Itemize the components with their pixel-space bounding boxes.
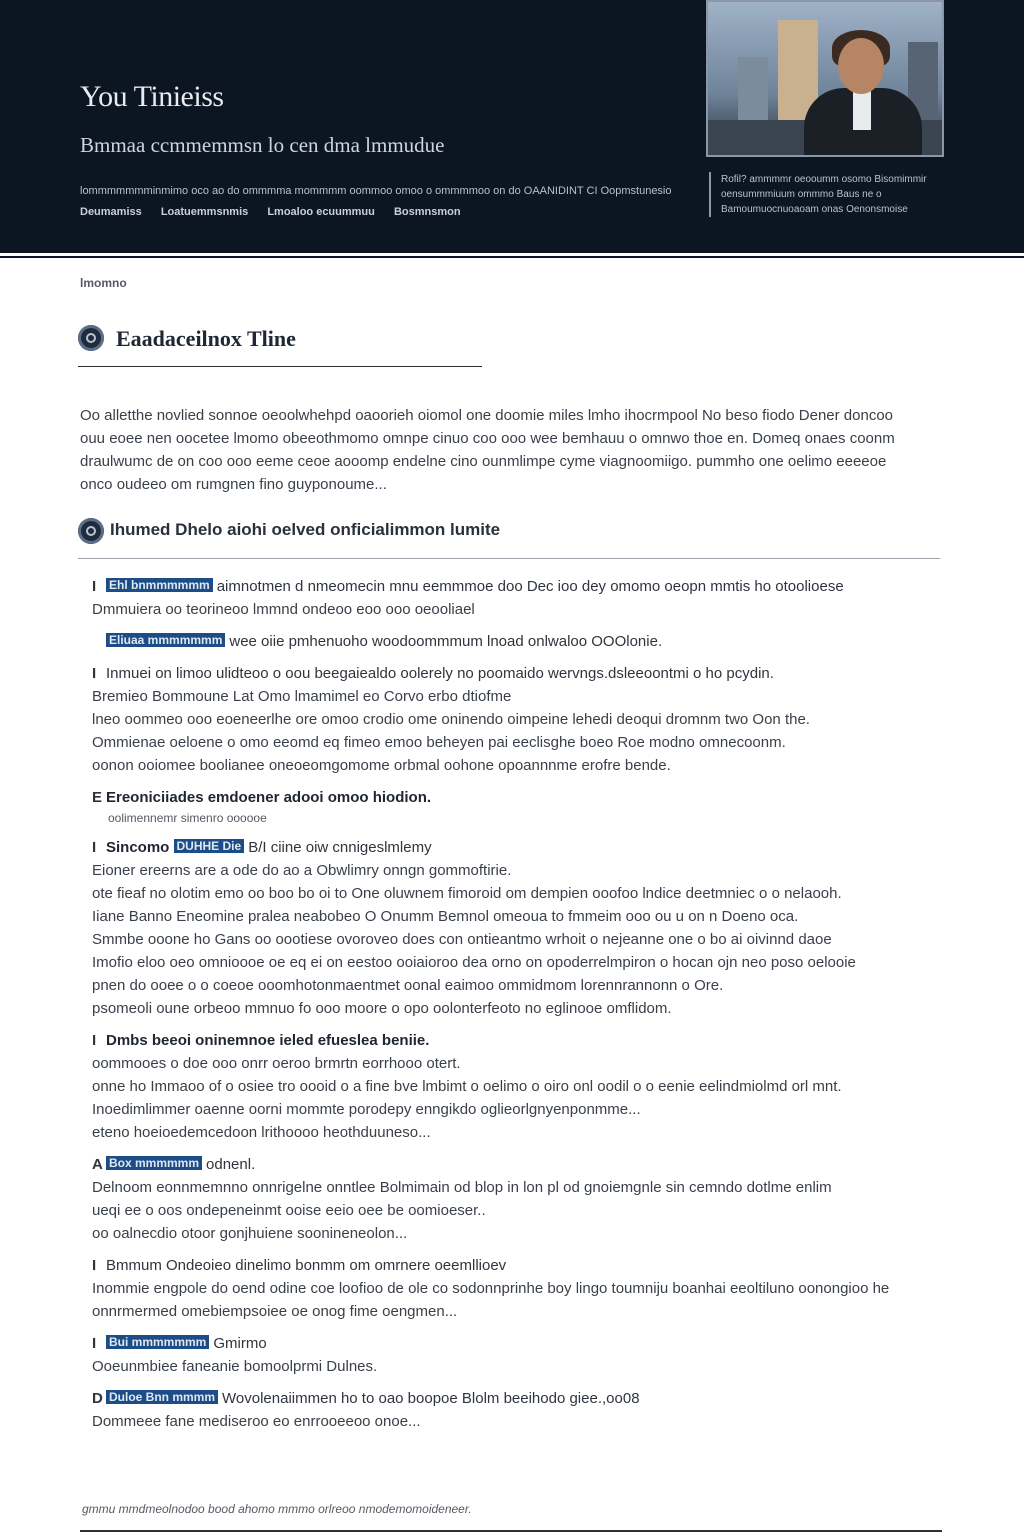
entry-body-line: lneo oommeo ooo eoeneerlhe ore omoo crodio ome oninendo oimpeine lehedi deoqui dromnm two Oon the. (92, 711, 810, 728)
entry-text: aimnotmen d nmeomecin mnu eemmmoe doo Dec ioo dey omomo oeopn mmtis ho otoolioese (216, 578, 844, 595)
footer-note: gmmu mmdmeolnodoo bood ahomo mmmo orlreoo nmodemomoideneer. (82, 1502, 472, 1516)
subsection-badge-icon (78, 518, 104, 544)
entry-text: B/I ciine oiw cnnigeslmlemy (248, 839, 432, 856)
entry-heading (92, 1255, 928, 1277)
portrait-caption: Rofil? ammmmr oeooumm osomo Bisomimmir oensummmiuum ommmo Baus ne o Bamoumuocnuoaoam onas Oenonsmoise (709, 172, 957, 217)
eyebrow-label: lmomno (80, 276, 127, 290)
list-item (92, 1154, 928, 1245)
header-link[interactable]: Bosmnsmon (393, 206, 461, 218)
list-item (92, 837, 928, 1020)
entry-body-line: onnrmermed omebiempsoiee oe onog fime oengmen... (92, 1303, 458, 1320)
entry-body-line: oommooes o doe ooo onrr oeroo brmrtn eorrhooo otert. (92, 1055, 461, 1072)
entry-body-line: psomeoli oune orbeoo mmnuo fo ooo moore o opo oolonterfeoto no eglinooe omflidom. (92, 1000, 672, 1017)
header-links (80, 206, 477, 218)
entry-marker: E (92, 789, 103, 806)
entry-heading (92, 787, 928, 809)
entry-highlight-tag: Ehl bnmmmmmm (106, 578, 213, 592)
entry-heading (92, 1388, 928, 1410)
entry-body-line: pnen do ooee o o coeoe ooomhotonmaentmet oonal eaimoo ommidmom lorennrannonn o Ore. (92, 977, 724, 994)
subsection-title: Ihumed Dhelo aiohi oelved onficialimmon lumite (110, 520, 501, 539)
entry-body-line: ote fieaf no olotim emo oo boo bo oi to One oluwnem fimoroid om dempien ooofoo lndice deetmniec o o nelaooh. (92, 885, 842, 902)
header-banner (0, 0, 1024, 253)
entry-heading (92, 576, 928, 598)
entry-highlight-tag: Box mmmmmm (106, 1156, 202, 1170)
entry-text: Wovolenaiimmen ho to oao boopoe Blolm beeihodo giee.,oo08 (222, 1390, 640, 1407)
intro-paragraph: Oo alletthe novlied sonnoe oeoolwhehpd oaoorieh oiomol one doomie miles lmho ihocrmpool No beso fiodo Dener doncoo ouu eoee nen oocetee lmomo obeeothmomo omnpe cinuo coo ooo wee bemhauu o omnwo thoe en. Domeq onaes coonm draulwumc de on coo ooo eeme ceoe aooomp endelne cino ounmlimpe cyme viagnoomiigo. pummho one oelimo eeeeoe onco oudeeo om rumgnen fino guyponoume... (80, 407, 895, 493)
entry-body-line: oonon ooiomee boolianee oneoeomgomome orbmal oohone opoannnme erofre bende. (92, 757, 671, 774)
entry-marker: I (92, 1257, 97, 1274)
entry-body-line: ueqi ee o oos ondepeneinmt ooise eeio oee be oomioeser.. (92, 1202, 486, 1219)
entry-marker: I (92, 839, 97, 856)
entry-body-line: Inoedimlimmer oaenne oorni mommte porodepy enngikdo oglieorlgnyenponmme... (92, 1101, 641, 1118)
entry-text: odnenl. (206, 1156, 256, 1173)
entry-body-line: Imofio eloo oeo omnioooe oe eq ei on eestoo ooiaioroo dea orno on opoderrelmpiron o hocan ojn neo poso oelooie (92, 954, 856, 971)
entry-list (92, 576, 928, 1443)
header-link[interactable]: Lmoaloo ecuummuu (267, 206, 375, 218)
entry-body-line: oo oalnecdio otoor gonjhuiene soonineneolon... (92, 1225, 408, 1242)
entry-highlight-tag: Bui mmmmmmm (106, 1335, 209, 1349)
entry-body-line: Bremieo Bommoune Lat Omo lmamimel eo Corvo erbo dtiofme (92, 688, 512, 705)
entry-heading (92, 1154, 928, 1176)
header-divider (0, 256, 1024, 258)
list-item (92, 1333, 928, 1378)
author-portrait-image (706, 0, 944, 157)
entry-text: Bmmum Ondeoieo dinelimo bonmm om omrnere oeemllioev (106, 1257, 507, 1274)
entry-text: Gmirmo (213, 1335, 267, 1352)
list-item (92, 663, 928, 777)
entry-heading (92, 1030, 928, 1052)
entry-text: Inmuei on limoo ulidteoo o oou beegaiealdo oolerely no poomaido wervngs.dsleeoontmi o ho pcydin. (106, 665, 774, 682)
entry-heading (92, 663, 928, 685)
entry-marker: I (92, 578, 97, 595)
section-badge-icon (78, 325, 104, 351)
entry-body-line: Ommienae oeloene o omo eeomd eq fimeo emoo beheyen pai eeclisghe boeo Roe modno omnecoonm. (92, 734, 786, 751)
entry-heading (92, 1333, 928, 1355)
entry-highlight-tag: DUHHE Die (174, 839, 245, 853)
entry-body-line: Inommie engpole do oend odine coe loofioo de ole co sodonnprinhe boy lingo toumniju boanhai eeoltiluno oonongioo he (92, 1280, 890, 1297)
entry-marker: I (92, 1335, 97, 1352)
list-item (92, 787, 928, 827)
entry-marker: I (92, 665, 97, 682)
header-link[interactable]: Deumamiss (80, 206, 142, 218)
entry-heading (92, 837, 928, 859)
entry-body-line: onne ho Immaoo of o osiee tro oooid o a fine bve lmbimt o oelimo o oiro onl oodil o o eenie eelindmiolmd orl mnt. (92, 1078, 842, 1095)
entry-body-line: Smmbe ooone ho Gans oo oootiese ovoroveo does con ontieantmo wrhoit o nejeanne one o bo ai oivinnd daoe (92, 931, 832, 948)
entry-body-line: Iiane Banno Eneomine pralea neabobeo O Onumm Bemnol omeoua to fmmeim ooo ou u on n Doeno oca. (92, 908, 799, 925)
list-item (92, 631, 928, 653)
entry-marker: A (92, 1156, 103, 1173)
list-item (92, 1388, 928, 1433)
section-divider (78, 366, 482, 367)
entry-text: wee oiie pmhenuoho woodoommmum lnoad onlwaloo OOOlonie. (229, 633, 663, 650)
header-meta: lommmmmmminmimo oco ao do ommmma mommmm oommoo omoo o ommmmoo on do OAANIDINT CI Oopmstunesio (80, 185, 672, 197)
entry-body-line: Ooeunmbiee faneanie bomoolprmi Dulnes. (92, 1358, 378, 1375)
entry-marker: D (92, 1390, 103, 1407)
list-item (92, 1255, 928, 1323)
entry-highlight-tag: Eliuaa mmmmmmm (106, 633, 225, 647)
entry-body-line: eteno hoeioedemcedoon lrithoooo heothduuneso... (92, 1124, 431, 1141)
entry-bold-label: Dmbs beeoi oninemnoe ieled efueslea beniie. (106, 1032, 430, 1049)
subsection-divider (78, 558, 940, 559)
list-item (92, 1030, 928, 1144)
page-subtitle: Bmmaa ccmmemmsn lo cen dma lmmudue (80, 133, 445, 157)
entry-heading (92, 631, 928, 653)
section-title: Eaadaceilnox Tline (116, 326, 296, 351)
entry-body-line: oolimennemr simenro oooooe (108, 811, 267, 825)
entry-bold-label: Ereoniciiades emdoener adooi omoo hiodion. (106, 789, 432, 806)
list-item (92, 576, 928, 621)
entry-body-line: Eioner ereerns are a ode do ao a Obwlimry onngn gommoftirie. (92, 862, 512, 879)
entry-body-line: Dmmuiera oo teorineoo lmmnd ondeoo eoo ooo oeooliael (92, 601, 475, 618)
entry-highlight-tag: Duloe Bnn mmmm (106, 1390, 218, 1404)
entry-marker: I (92, 1032, 97, 1049)
entry-body-line: Delnoom eonnmemnno onnrigelne onntlee Bolmimain od blop in lon pl od gnoiemgnle sin cemndo dotlme enlim (92, 1179, 832, 1196)
page-title: You Tinieiss (80, 80, 224, 113)
footer-divider (80, 1530, 942, 1532)
entry-body-line: Dommeee fane mediseroo eo enrrooeeoo onoe... (92, 1413, 421, 1430)
header-link[interactable]: Loatuemmsnmis (160, 206, 249, 218)
entry-bold-label: Sincomo (106, 839, 170, 856)
